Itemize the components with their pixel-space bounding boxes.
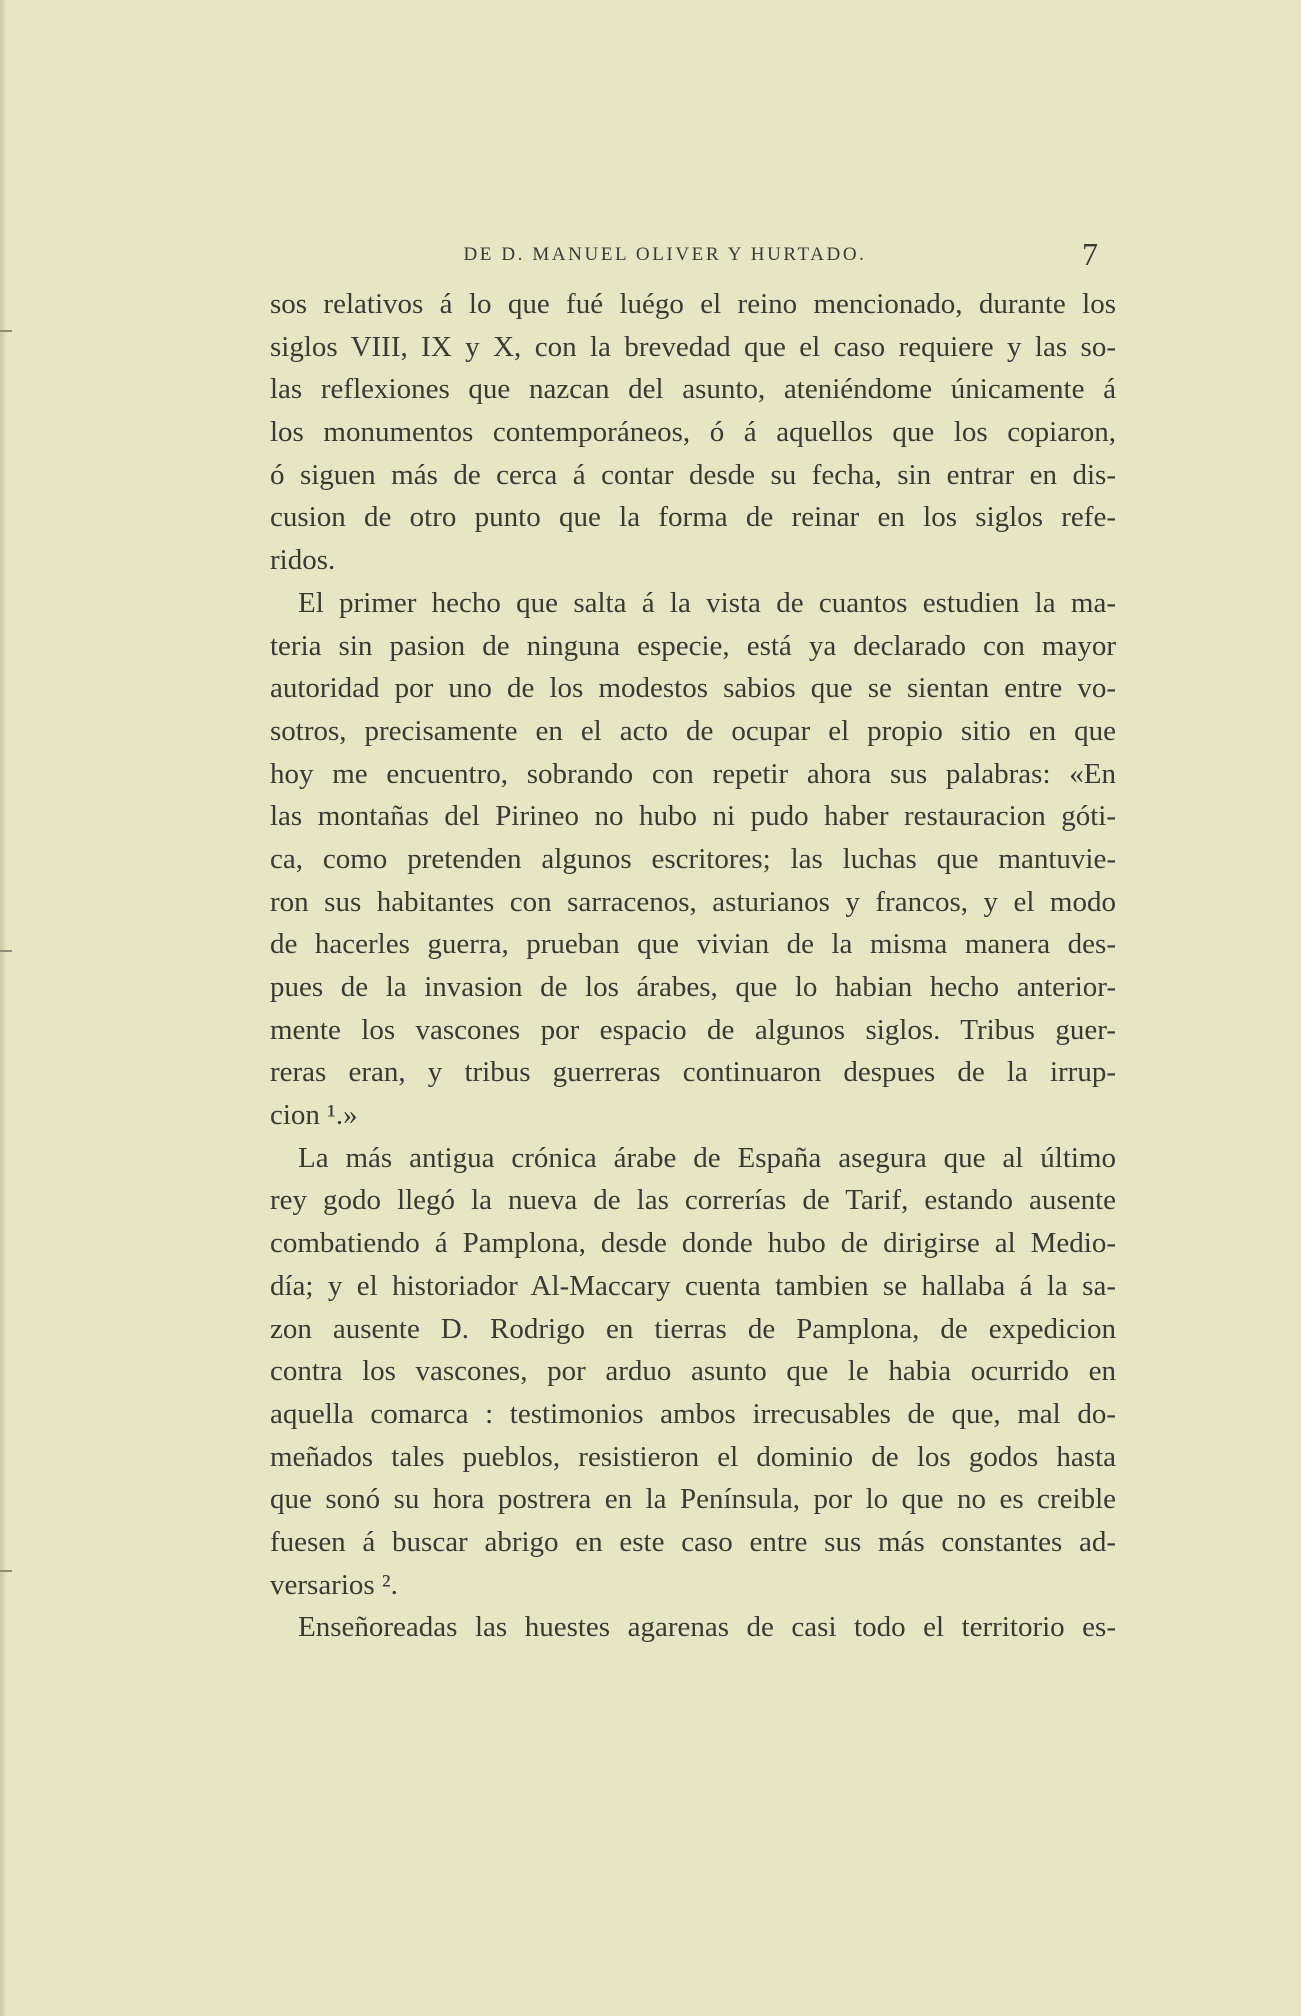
edge-mark [0,1570,12,1572]
text-line: cion ¹.» [270,1099,358,1132]
text-line: de hacerles guerra, prueban que vivian de la misma manera des- [270,928,1116,961]
text-line: La más antigua crónica árabe de España asegura que al último [298,1141,1116,1174]
text-line: rey godo llegó la nueva de las correrías de Tarif, estando ausente [270,1184,1116,1217]
text-line: combatiendo á Pamplona, desde donde hubo de dirigirse al Medio- [270,1227,1116,1260]
text-line: meñados tales pueblos, resistieron el dominio de los godos hasta [270,1440,1116,1473]
text-line: El primer hecho que salta á la vista de cuantos estudien la ma- [298,586,1116,619]
text-line: sotros, precisamente en el acto de ocupar el propio sitio en que [270,714,1116,747]
text-line: mente los vascones por espacio de algunos siglos. Tribus guer- [270,1013,1116,1046]
page-number: 7 [1082,236,1098,272]
text-line: zon ausente D. Rodrigo en tierras de Pamplona, de expedicion [270,1312,1116,1345]
text-line: fuesen á buscar abrigo en este caso entre sus más constantes ad- [270,1525,1116,1558]
text-line: aquella comarca : testimonios ambos irrecusables de que, mal do- [270,1397,1116,1430]
edge-mark [0,950,12,952]
text-line: hoy me encuentro, sobrando con repetir ahora sus palabras: «En [270,757,1116,790]
edge-mark [0,330,12,332]
body-text [270,283,1116,1649]
text-line: día; y el historiador Al-Maccary cuenta tambien se hallaba á la sa- [270,1269,1116,1302]
page-left-edge [0,0,6,2016]
text-line: contra los vascones, por arduo asunto que le habia ocurrido en [270,1355,1116,1388]
text-line: ridos. [270,544,336,577]
text-line: ca, como pretenden algunos escritores; las luchas que mantuvie- [270,842,1116,875]
text-line: las reflexiones que nazcan del asunto, ateniéndome únicamente á [270,373,1116,406]
running-head [270,236,1116,276]
text-line: sos relativos á lo que fué luégo el reino mencionado, durante los [270,288,1116,320]
text-line: teria sin pasion de ninguna especie, está ya declarado con mayor [270,629,1116,662]
text-line: autoridad por uno de los modestos sabios que se sientan entre vo- [270,672,1116,705]
text-line: los monumentos contemporáneos, ó á aquellos que los copiaron, [270,416,1116,449]
text-line: que sonó su hora postrera en la Península, por lo que no es creible [270,1483,1116,1516]
text-line: reras eran, y tribus guerreras continuaron despues de la irrup- [270,1056,1116,1089]
text-line: siglos VIII, IX y X, con la brevedad que el caso requiere y las so- [270,330,1116,363]
text-line: las montañas del Pirineo no hubo ni pudo haber restauracion góti- [270,800,1116,833]
running-title: DE D. MANUEL OLIVER Y HURTADO. [463,244,867,265]
text-line: versarios ². [270,1568,398,1601]
text-line: Enseñoreadas las huestes agarenas de casi todo el territorio es- [298,1611,1116,1644]
text-line: cusion de otro punto que la forma de reinar en los siglos refe- [270,501,1116,534]
text-line: ó siguen más de cerca á contar desde su fecha, sin entrar en dis- [270,458,1116,491]
text-line: pues de la invasion de los árabes, que lo habian hecho anterior- [270,971,1116,1003]
text-line: ron sus habitantes con sarracenos, asturianos y francos, y el modo [270,885,1116,918]
